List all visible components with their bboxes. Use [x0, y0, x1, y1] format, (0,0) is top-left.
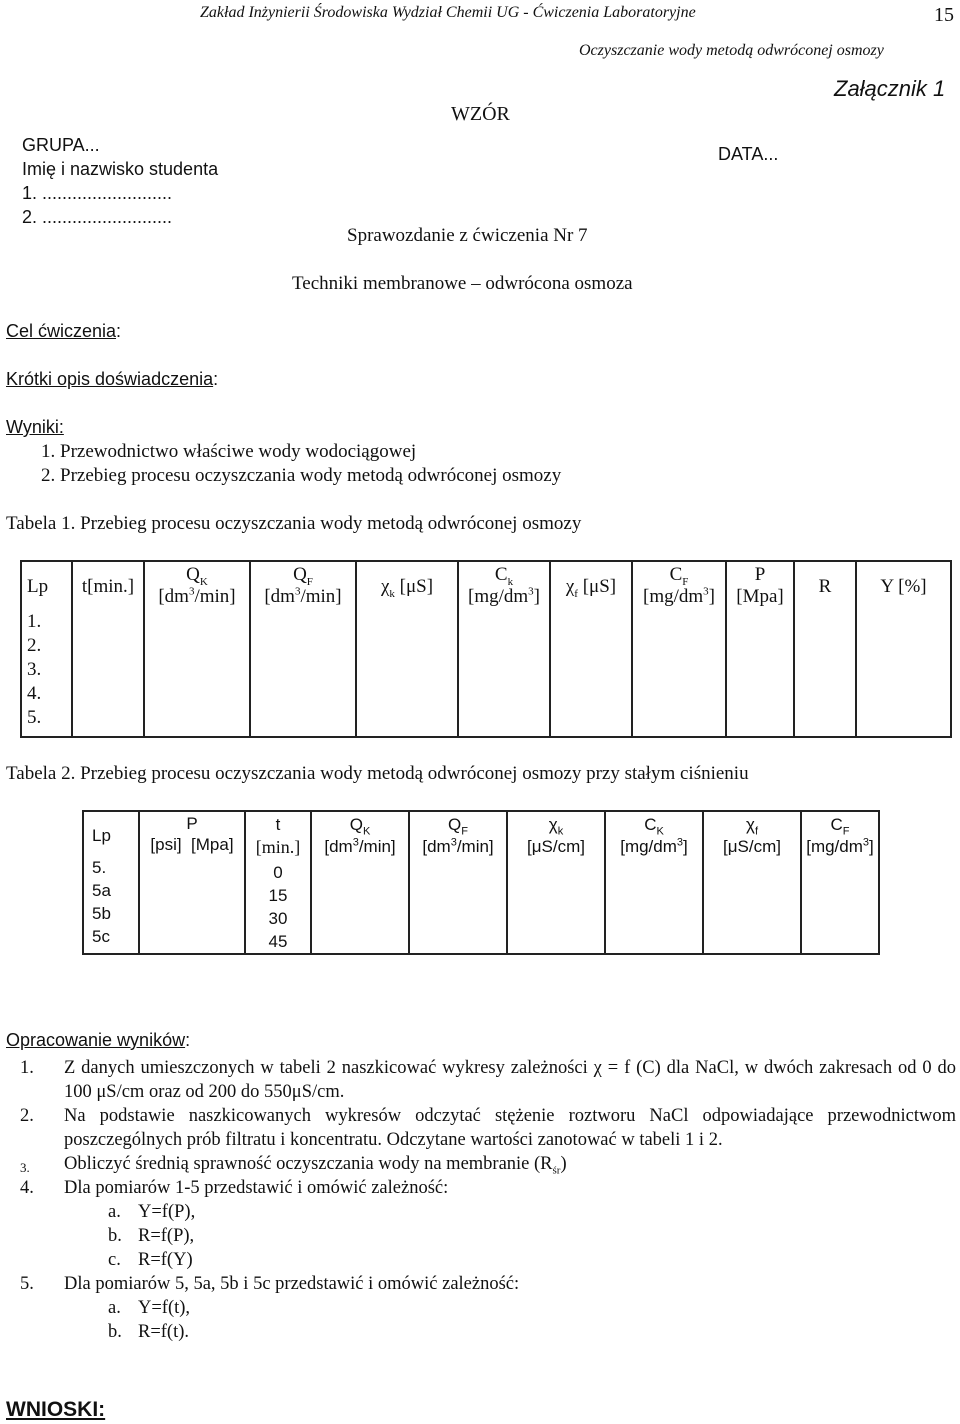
header-institution: Zakład Inżynierii Środowiska Wydział Chemii UG - Ćwiczenia Laboratoryjne — [200, 4, 696, 21]
aim-heading: Cel ćwiczenia: — [6, 321, 122, 341]
table2-row-lp: 5b — [92, 904, 111, 923]
header-topic: Oczyszczanie wody metodą odwróconej osmozy — [579, 42, 884, 59]
table1-row: 3. — [27, 659, 42, 680]
table1-row: 2. — [27, 635, 42, 656]
table2-row-t: 15 — [268, 886, 288, 905]
table2-col-cf: $C_F$ $[mg/dm^3]$ — [801, 811, 879, 954]
analysis-item-3: 3. Obliczyć średnią sprawność oczyszczania wody na membranie $(R_{śr})$ — [20, 1154, 567, 1177]
table1-col-y: Y [%] — [856, 561, 951, 737]
table2-col-qf: $Q_F$ $[dm^3/\min]$ — [409, 811, 507, 954]
table1-col-r: R — [794, 561, 856, 737]
analysis-heading: Opracowanie wyników: — [6, 1030, 191, 1050]
analysis-item-4a: a. Y=f(P), — [108, 1202, 196, 1222]
table2-row-lp: 5a — [92, 881, 111, 900]
table2-caption: Tabela 2. Przebieg procesu oczyszczania wody metodą odwróconej osmozy przy stałym ciśnieniu — [6, 763, 749, 784]
date-label: DATA... — [718, 144, 779, 164]
analysis-list — [20, 1056, 956, 1344]
student-label: Imię i nazwisko studenta — [22, 159, 219, 179]
table1-col-p: P [Mpa] — [726, 561, 794, 737]
table2-row-t: 30 — [268, 909, 288, 928]
analysis-item-4c: c. R=f(Y) — [108, 1250, 193, 1270]
table2-row-lp: 5. — [92, 858, 107, 877]
analysis-item-2: 2. Na podstawie naszkicowanych wykresów odczytać stężenie roztworu NaCl odpowiadające przewodnictwom poszczególnych prób filtratu i koncentratu. Odczytane wartości zanotować w tabeli 1 i 2. — [20, 1106, 956, 1150]
table2-col-qk: $Q_K$ $[dm^3/\min]$ — [311, 811, 409, 954]
report-subject: Techniki membranowe – odwrócona osmoza — [292, 273, 633, 294]
table1-col-chi-k: $\chi_k$ [μS] — [356, 561, 458, 737]
table1-col-qk: $Q_K$ $[dm^3/\min]$ — [144, 561, 250, 737]
table2-col-t: t [min.] 0 15 30 45 — [245, 811, 311, 954]
table1-row: 1. — [27, 611, 42, 632]
results-heading: Wyniki: — [6, 417, 64, 437]
table2-row-lp: 5c — [92, 927, 110, 946]
table1-col-lp: Lp 1. 2. 3. 4. 5. — [21, 561, 72, 737]
template-label: WZÓR — [451, 103, 510, 125]
table1-col-time: t[min.] — [72, 561, 144, 737]
attachment-label: Załącznik 1 — [834, 76, 946, 101]
table1-col-chi-f: $\chi_f$ [μS] — [550, 561, 632, 737]
page-number: 15 — [934, 4, 954, 26]
conclusions-heading: WNIOSKI: — [6, 1398, 106, 1421]
table2-col-ck: $C_K$ $[mg/dm^3]$ — [605, 811, 703, 954]
table1 — [20, 560, 952, 738]
results-item-1: 1. Przewodnictwo właściwe wody wodociągowej — [41, 441, 417, 462]
student-line-1: 1. .......................... — [22, 183, 173, 203]
analysis-item-1: 1. Z danych umieszczonych w tabeli 2 naszkicować wykresy zależności χ = f (C) dla NaCl, w dwóch zakresach od 0 do 100 μS/cm oraz od 200 do 550μS/cm. — [20, 1058, 956, 1102]
table1-col-ck: $C_k$ $[mg/dm^3]$ — [458, 561, 550, 737]
table2-col-lp: Lp 5. 5a 5b 5c — [83, 811, 139, 954]
group-label: GRUPA... — [22, 135, 100, 155]
table2-col-p: P [psi] [Mpa] — [139, 811, 245, 954]
analysis-item-5b: b. R=f(t). — [108, 1322, 190, 1342]
table1-col-cf: $C_F$ $[mg/dm^3]$ — [632, 561, 726, 737]
table2-row-t: 45 — [268, 932, 288, 951]
results-item-2: 2. Przebieg procesu oczyszczania wody metodą odwróconej osmozy — [41, 465, 562, 486]
table2-col-chi-f: $\chi_f$ [μS/cm] — [703, 811, 801, 954]
analysis-item-5: 5. Dla pomiarów 5, 5a, 5b i 5c przedstawić i omówić zależność: — [20, 1274, 520, 1294]
description-heading: Krótki opis doświadczenia: — [6, 369, 219, 389]
table1-row: 5. — [27, 707, 42, 728]
student-line-2: 2. .......................... — [22, 207, 173, 227]
analysis-item-4b: b. R=f(P), — [108, 1226, 195, 1246]
table1-col-qf: $Q_F$ $[dm^3/\min]$ — [250, 561, 356, 737]
analysis-item-4: 4. Dla pomiarów 1-5 przedstawić i omówić zależność: — [20, 1178, 449, 1198]
table2-col-chi-k: $\chi_k$ [μS/cm] — [507, 811, 605, 954]
analysis-item-5a: a. Y=f(t), — [108, 1298, 191, 1318]
table1-caption: Tabela 1. Przebieg procesu oczyszczania wody metodą odwróconej osmozy — [6, 513, 582, 534]
table1-row: 4. — [27, 683, 42, 704]
report-title: Sprawozdanie z ćwiczenia Nr 7 — [347, 225, 588, 246]
table2 — [82, 810, 880, 955]
table2-row-t: 0 — [273, 863, 283, 882]
